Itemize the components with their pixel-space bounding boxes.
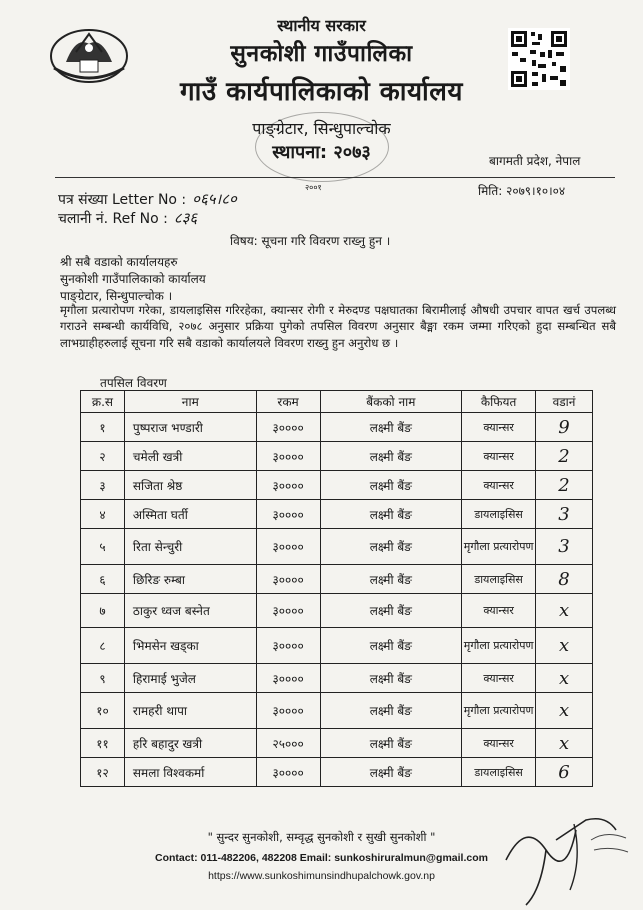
cell-amount: ३०००० — [256, 529, 320, 565]
table-row — [81, 758, 593, 787]
cell-remark: डायलाइसिस — [462, 500, 536, 529]
beneficiary-table — [80, 390, 593, 787]
cell-amount: ३०००० — [256, 693, 320, 729]
cell-name: ठाकुर ध्वज बस्नेत — [124, 594, 256, 628]
cell-bank: लक्ष्मी बैंङ — [320, 529, 462, 565]
reference-number-value: ८३६ — [173, 209, 198, 227]
table-row — [81, 664, 593, 693]
cell-serial: ६ — [81, 565, 125, 594]
established-year: स्थापना: २०७३ — [272, 142, 371, 163]
table-row — [81, 471, 593, 500]
letter-number-value: ०६५।८० — [192, 190, 237, 208]
cell-ward: 3 — [536, 500, 593, 529]
cell-bank: लक्ष्मी बैंङ — [320, 500, 462, 529]
municipality-title: सुनकोशी गाउँपालिका — [230, 41, 413, 67]
cell-serial: ११ — [81, 729, 125, 758]
table-row — [81, 529, 593, 565]
column-header: रकम — [256, 391, 320, 413]
cell-remark: क्यान्सर — [462, 471, 536, 500]
letter-number-label: पत्र संख्या Letter No : — [58, 192, 187, 208]
cell-name: भिमसेन खड्का — [124, 628, 256, 664]
letter-body: मृगौला प्रत्यारोपण गरेका, डायलाइसिस गरिरहेका, क्यान्सर रोगी र मेरुदण्ड पक्षघातका बिरामीलाई औषधी उपचार वापत खर्च उपलब्ध गराउने सम्बन्धी कार्यविधि, २०७८ अनुसार प्रक्रिया पुगेको तपसिल विवरण अनुसार बैङ्मा रकम जम्मा गरिएको हुदा सम्बन्धित सबै लाभग्राहीहरुलाई सूचना गरि सबै वडाको कार्यालयले विवरण राख्नु हुन अनुरोध छ । — [60, 303, 616, 350]
table-row — [81, 729, 593, 758]
office-address: पाङ्ग्रेटार, सिन्धुपाल्चोक — [252, 119, 391, 138]
letter-number — [58, 189, 237, 209]
reference-number-label: चलानी नं. Ref No : — [58, 211, 168, 227]
footer-website[interactable]: https://www.sunkoshimunsindhupalchowk.gov.np — [208, 870, 435, 882]
letter-date: मिति: २०७९।१०।०४ — [478, 184, 566, 198]
cell-ward: x — [536, 664, 593, 693]
cell-name: सजिता श्रेष्ठ — [124, 471, 256, 500]
office-title: गाउँ कार्यपालिकाको कार्यालय — [180, 77, 463, 107]
header-divider — [55, 177, 615, 178]
cell-amount: २५००० — [256, 729, 320, 758]
province-label: बागमती प्रदेश, नेपाल — [489, 154, 581, 168]
cell-serial: ३ — [81, 471, 125, 500]
cell-bank: लक्ष्मी बैंङ — [320, 413, 462, 442]
cell-serial: ८ — [81, 628, 125, 664]
cell-remark: क्यान्सर — [462, 413, 536, 442]
cell-remark: क्यान्सर — [462, 442, 536, 471]
stamp-number: २००१ — [305, 183, 322, 192]
table-header-row — [81, 391, 593, 413]
cell-name: समला विश्वकर्मा — [124, 758, 256, 787]
column-header: कैफियत — [462, 391, 536, 413]
cell-name: पुष्पराज भण्डारी — [124, 413, 256, 442]
cell-bank: लक्ष्मी बैंङ — [320, 471, 462, 500]
cell-ward: x — [536, 693, 593, 729]
cell-ward: 2 — [536, 471, 593, 500]
cell-serial: २ — [81, 442, 125, 471]
cell-amount: ३०००० — [256, 413, 320, 442]
cell-amount: ३०००० — [256, 758, 320, 787]
cell-ward: 3 — [536, 529, 593, 565]
cell-ward: x — [536, 594, 593, 628]
government-title: स्थानीय सरकार — [277, 16, 366, 35]
cell-ward: 9 — [536, 413, 593, 442]
cell-bank: लक्ष्मी बैंङ — [320, 594, 462, 628]
cell-serial: ७ — [81, 594, 125, 628]
cell-remark: क्यान्सर — [462, 594, 536, 628]
cell-name: रिता सेन्चुरी — [124, 529, 256, 565]
cell-remark: डायलाइसिस — [462, 758, 536, 787]
cell-remark: क्यान्सर — [462, 664, 536, 693]
cell-bank: लक्ष्मी बैंङ — [320, 565, 462, 594]
cell-amount: ३०००० — [256, 594, 320, 628]
cell-name: रामहरी थापा — [124, 693, 256, 729]
cell-amount: ३०००० — [256, 442, 320, 471]
cell-amount: ३०००० — [256, 628, 320, 664]
cell-serial: १ — [81, 413, 125, 442]
table-row — [81, 565, 593, 594]
cell-bank: लक्ष्मी बैंङ — [320, 729, 462, 758]
cell-bank: लक्ष्मी बैंङ — [320, 693, 462, 729]
cell-bank: लक्ष्मी बैंङ — [320, 758, 462, 787]
reference-number — [58, 208, 197, 228]
cell-remark: डायलाइसिस — [462, 565, 536, 594]
cell-serial: १० — [81, 693, 125, 729]
cell-bank: लक्ष्मी बैंङ — [320, 442, 462, 471]
letter-subject: विषय: सूचना गरि विवरण राख्नु हुन । — [230, 234, 391, 248]
cell-ward: 8 — [536, 565, 593, 594]
cell-remark: क्यान्सर — [462, 729, 536, 758]
cell-ward: x — [536, 729, 593, 758]
cell-serial: १२ — [81, 758, 125, 787]
cell-ward: 6 — [536, 758, 593, 787]
cell-name: अस्मिता घर्ती — [124, 500, 256, 529]
table-row — [81, 693, 593, 729]
cell-ward: 2 — [536, 442, 593, 471]
footer-slogan: " सुन्दर सुनकोशी, सम्वृद्ध सुनकोशी र सुखी सुनकोशी " — [207, 830, 436, 844]
recipient-line: श्री सबै वडाको कार्यालयहरु — [60, 255, 178, 269]
cell-amount: ३०००० — [256, 471, 320, 500]
footer-contact: Contact: 011-482206, 482208 Email: sunkoshiruralmun@gmail.com — [155, 852, 488, 864]
cell-name: छिरिङ रुम्बा — [124, 565, 256, 594]
cell-serial: ९ — [81, 664, 125, 693]
recipient-line: पाङ्ग्रेटार, सिन्धुपाल्चोक । — [60, 289, 173, 303]
table-row — [81, 594, 593, 628]
cell-name: हिरामाई भुजेल — [124, 664, 256, 693]
column-header: बैंकको नाम — [320, 391, 462, 413]
cell-serial: ४ — [81, 500, 125, 529]
cell-bank: लक्ष्मी बैंङ — [320, 664, 462, 693]
table-row — [81, 500, 593, 529]
cell-bank: लक्ष्मी बैंङ — [320, 628, 462, 664]
cell-serial: ५ — [81, 529, 125, 565]
cell-ward: x — [536, 628, 593, 664]
cell-amount: ३०००० — [256, 664, 320, 693]
cell-name: चमेली खत्री — [124, 442, 256, 471]
column-header: वडानं — [536, 391, 593, 413]
column-header: नाम — [124, 391, 256, 413]
column-header: क्र.स — [81, 391, 125, 413]
cell-name: हरि बहादुर खत्री — [124, 729, 256, 758]
table-caption: तपसिल विवरण — [100, 376, 167, 390]
cell-remark: मृगौला प्रत्यारोपण — [462, 529, 536, 565]
cell-amount: ३०००० — [256, 500, 320, 529]
recipient-line: सुनकोशी गाउँपालिकाको कार्यालय — [60, 272, 206, 286]
table-row — [81, 628, 593, 664]
table-row — [81, 413, 593, 442]
table-row — [81, 442, 593, 471]
cell-amount: ३०००० — [256, 565, 320, 594]
cell-remark: मृगौला प्रत्यारोपण — [462, 628, 536, 664]
cell-remark: मृगौला प्रत्यारोपण — [462, 693, 536, 729]
